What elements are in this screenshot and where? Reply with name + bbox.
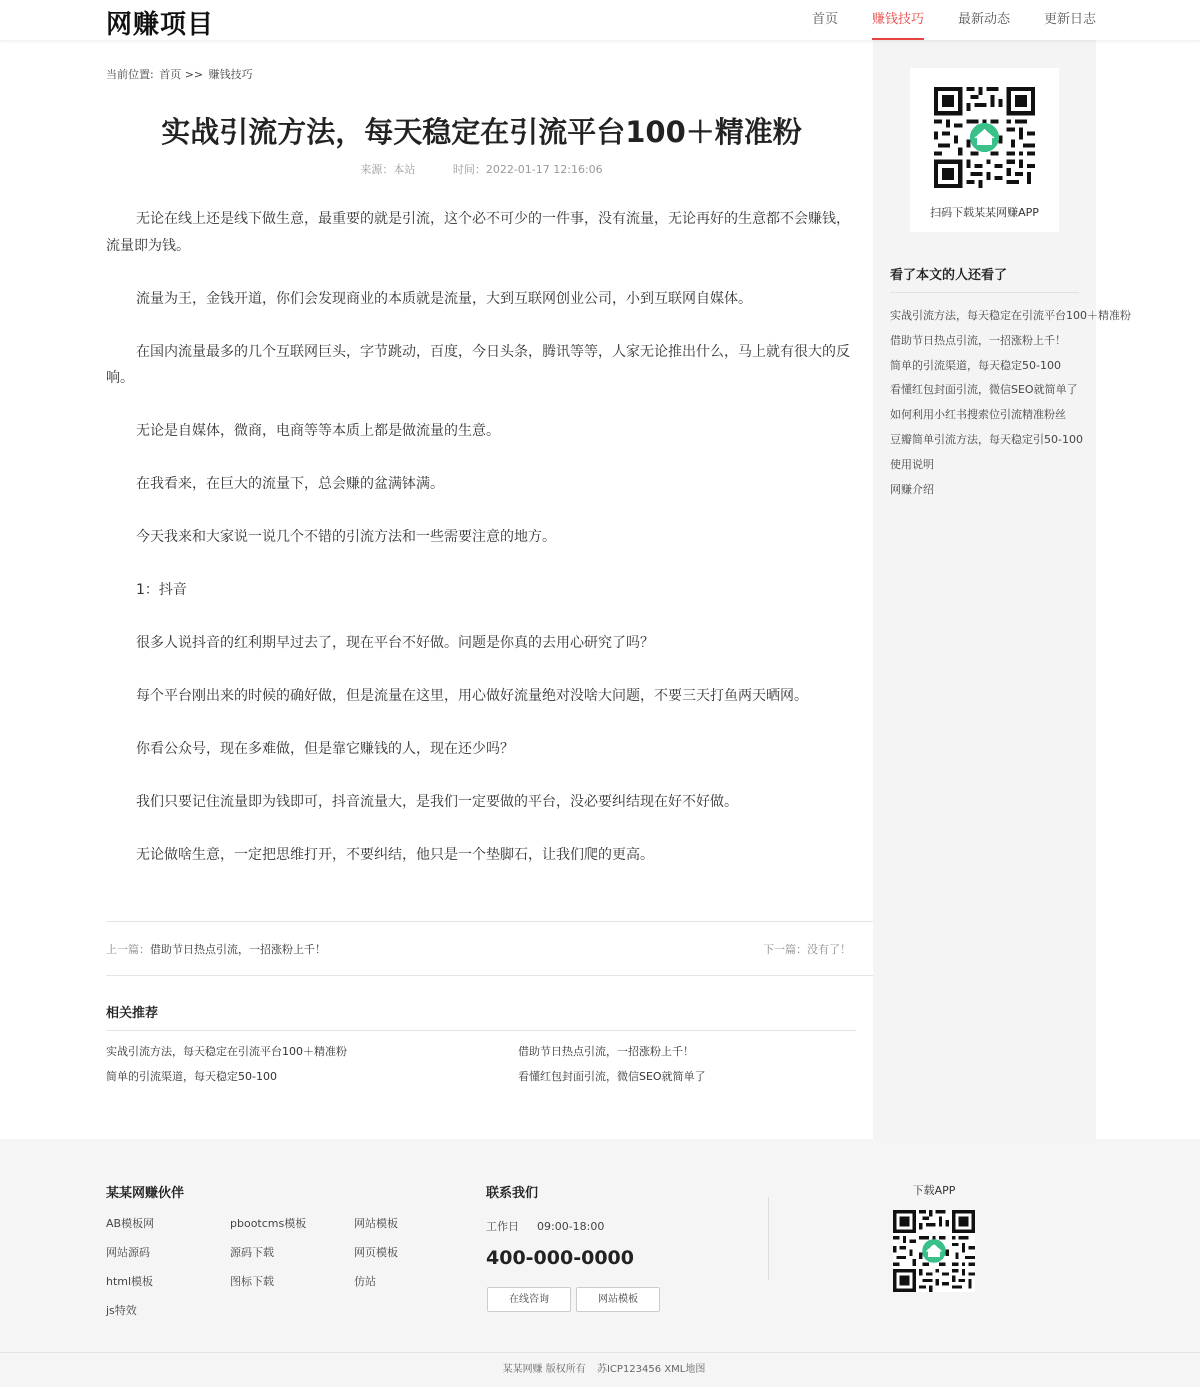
contact-buttons (487, 1287, 665, 1312)
main-nav (778, 0, 1096, 40)
contact-title: 联系我们 (486, 1186, 539, 1201)
nav-home[interactable]: 首页 (811, 12, 838, 27)
article-paragraph: 无论是自媒体，微商，电商等等本质上都是做流量的生意。 (136, 423, 500, 439)
partner-link[interactable]: 网页模板 (354, 1246, 398, 1259)
partner-links (106, 1214, 486, 1320)
phone-number: 400-000-0000 (486, 1247, 634, 1269)
breadcrumb-current[interactable]: 赚钱技巧 (208, 68, 253, 81)
divider (106, 921, 873, 922)
related-title: 相关推荐 (106, 1002, 856, 1031)
site-footer (0, 1139, 1200, 1387)
partner-link[interactable]: 仿站 (354, 1275, 376, 1288)
article-paragraph: 今天我来和大家说一说几个不错的引流方法和一些需要注意的地方。 (136, 529, 556, 545)
partner-link[interactable]: pbootcms模板 (230, 1217, 307, 1230)
partners-title: 某某网赚伙伴 (106, 1186, 185, 1201)
article-paragraph: 你看公众号，现在多难做，但是靠它赚钱的人，现在还少吗？ (136, 741, 514, 757)
icp-link[interactable]: 苏ICP123456 (596, 1364, 662, 1375)
partner-link[interactable]: 网站源码 (106, 1246, 150, 1259)
related-item[interactable]: 看懂红包封面引流，微信SEO就简单了 (518, 1070, 706, 1083)
related-item[interactable]: 借助节日热点引流，一招涨粉上千！ (518, 1045, 694, 1058)
article-paragraph: 1：抖音 (136, 582, 187, 598)
sidebar-item[interactable]: 如何利用小红书搜索位引流精准粉丝 (890, 408, 1066, 422)
site-header (0, 0, 1200, 40)
article-paragraph: 每个平台刚出来的时候的确好做，但是流量在这里，用心做好流量绝对没啥大问题，不要三天打鱼两天晒网。 (136, 688, 808, 704)
related-list (106, 1041, 856, 1087)
related-item[interactable]: 实战引流方法，每天稳定在引流平台100＋精准粉 (106, 1045, 347, 1058)
qr-code-icon (934, 87, 1035, 188)
working-hours (486, 1218, 604, 1234)
article-paragraph: 在我看来，在巨大的流量下，总会赚的盆满钵满。 (136, 476, 444, 492)
next-article[interactable] (763, 941, 851, 957)
nav-changelog[interactable]: 更新日志 (1043, 12, 1096, 27)
prev-label: 上一篇： (106, 943, 150, 956)
sidebar (873, 40, 1131, 1139)
article-meta (106, 161, 857, 177)
article-paragraph: 很多人说抖音的红利期早过去了，现在平台不好做。问题是你真的去用心研究了吗？ (136, 635, 654, 651)
next-label: 下一篇： (763, 943, 807, 956)
site-logo[interactable]: 网赚项目 (106, 10, 215, 40)
sidebar-title: 看了本文的人还看了 (890, 264, 1079, 293)
sitemap-link[interactable]: XML地图 (664, 1364, 706, 1375)
article-paragraph: 我们只要记住流量即为钱即可，抖音流量大，是我们一定要做的平台，没必要纠结现在好不好做。 (136, 794, 738, 810)
article-content (106, 206, 856, 895)
related-item[interactable]: 简单的引流渠道，每天稳定50-100 (106, 1070, 277, 1083)
app-qr-card (910, 68, 1059, 232)
copyright: 某某网赚 版权所有 (502, 1364, 586, 1375)
article-title: 实战引流方法，每天稳定在引流平台100＋精准粉 (161, 115, 802, 149)
breadcrumb (106, 66, 253, 82)
hours-label: 工作日 (486, 1220, 519, 1233)
sidebar-item[interactable]: 网赚介绍 (890, 482, 934, 496)
article-paragraph: 无论在线上还是线下做生意，最重要的就是引流，这个必不可少的一件事，没有流量，无论再好的生意都不会赚钱，流量即为钱。 (106, 211, 850, 254)
footer-divider (768, 1197, 769, 1280)
hours-value: 09:00-18:00 (537, 1220, 605, 1233)
divider (106, 975, 873, 976)
prev-next-nav (106, 941, 851, 957)
partner-link[interactable]: 图标下载 (230, 1275, 274, 1288)
download-app-title: 下载APP (912, 1184, 956, 1197)
sidebar-item[interactable]: 看懂红包封面引流，微信SEO就简单了 (890, 383, 1078, 397)
nav-latest-news[interactable]: 最新动态 (957, 12, 1010, 27)
partner-link[interactable]: 源码下载 (230, 1246, 274, 1259)
sidebar-item[interactable]: 借助节日热点引流，一招涨粉上千！ (890, 333, 1066, 347)
article-paragraph: 流量为王，金钱开道，你们会发现商业的本质就是流量，大到互联网创业公司，小到互联网自媒体。 (136, 290, 752, 307)
sidebar-item[interactable]: 使用说明 (890, 457, 934, 471)
article-paragraph: 在国内流量最多的几个互联网巨头，字节跳动，百度，今日头条，腾讯等等，人家无论推出什么，马上就有很大的反响。 (106, 343, 850, 386)
breadcrumb-separator: >> (184, 68, 204, 81)
sidebar-item[interactable]: 简单的引流渠道，每天稳定50-100 (890, 358, 1061, 372)
sidebar-item[interactable]: 豆瓣简单引流方法，每天稳定引50-100 (890, 432, 1083, 446)
partner-link[interactable]: js特效 (106, 1304, 137, 1317)
partner-link[interactable]: AB模板网 (106, 1217, 155, 1230)
site-template-button[interactable]: 网站模板 (576, 1287, 660, 1312)
prev-title[interactable]: 借助节日热点引流，一招涨粉上千！ (150, 943, 326, 956)
qr-caption: 扫码下载某某网赚APP (930, 206, 1039, 219)
sidebar-item[interactable]: 实战引流方法，每天稳定在引流平台100＋精准粉 (890, 309, 1131, 322)
article-time: 时间：2022-01-17 12:16:06 (452, 163, 603, 176)
partner-link[interactable]: 网站模板 (354, 1217, 398, 1230)
prev-article[interactable] (106, 943, 326, 956)
article-source: 来源：本站 (360, 163, 416, 176)
next-title: 没有了！ (807, 943, 851, 956)
article-paragraph: 无论做啥生意，一定把思维打开，不要纠结，他只是一个垫脚石，让我们爬的更高。 (136, 847, 654, 863)
footer-qr-code-icon (893, 1210, 975, 1292)
online-consult-button[interactable]: 在线咨询 (487, 1287, 571, 1312)
breadcrumb-prefix: 当前位置: (106, 68, 154, 81)
nav-money-tips[interactable]: 赚钱技巧 (872, 0, 924, 40)
sidebar-list (890, 304, 1131, 502)
footer-bottom-bar (0, 1352, 1200, 1387)
partner-link[interactable]: html模板 (106, 1275, 154, 1288)
breadcrumb-home[interactable]: 首页 (159, 68, 182, 81)
